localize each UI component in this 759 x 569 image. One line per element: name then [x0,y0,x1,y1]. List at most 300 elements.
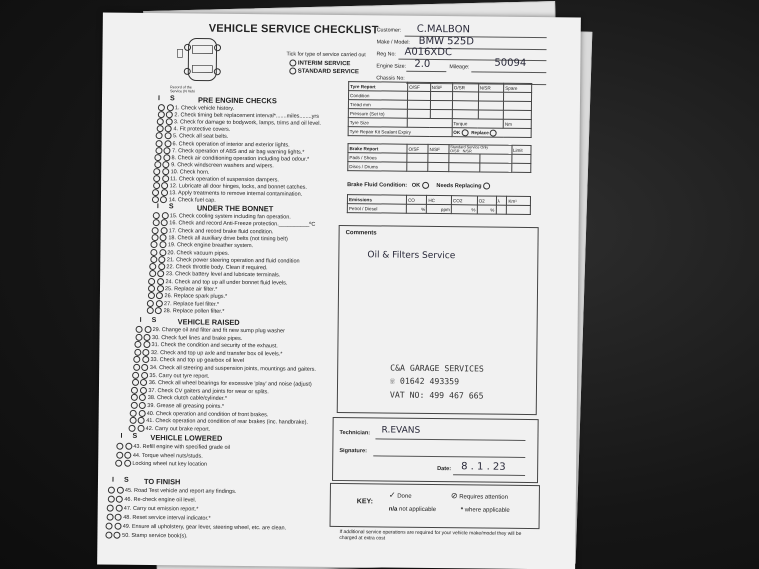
brake-cell[interactable] [428,162,449,171]
checklist-item[interactable] [105,532,188,541]
standard-check-circle[interactable] [115,505,122,512]
standard-check-circle[interactable] [139,394,146,401]
tyre-cell[interactable] [503,110,531,119]
brake-fluid-replace: Needs Replacing [436,182,482,190]
tyre-cell[interactable] [478,92,504,101]
standard-check-circle[interactable] [143,341,150,348]
interim-check-circle[interactable] [106,514,113,521]
standard-check-circle[interactable] [140,387,147,394]
interim-check-circle[interactable] [108,487,115,494]
standard-check-circle[interactable] [114,523,121,530]
checklist-item-label: 23. Check battery level and lubricate terminals. [165,271,281,279]
checklist-item-label: 47. Carry out emission report.* [123,505,199,513]
standard-check-circle[interactable] [159,249,166,256]
checklist-item-label: 21. Check power steering operation and fluid condition [166,256,300,265]
standard-check-circle[interactable] [161,212,168,219]
interim-check-circle[interactable] [154,168,161,175]
checklist-item-label: 42. Carry out brake report. [145,425,211,433]
standard-check-circle[interactable] [142,349,149,356]
standard-check-circle[interactable] [137,425,144,432]
standard-option[interactable] [289,67,359,75]
key-na-symbol: n/a [388,506,398,513]
brake-cell[interactable] [480,154,511,163]
interim-check-circle[interactable] [151,234,158,241]
brake-std-header: Standard Service Only [450,145,489,150]
section-to-finish: TO FINISH [143,476,181,487]
key-box [330,483,540,529]
comments-box[interactable] [337,225,539,415]
checklist-item-label: 25. Replace air filter.* [164,286,218,293]
brake-col: N/SF [428,144,449,153]
checklist-item[interactable] [147,307,225,316]
interim-check-circle[interactable] [149,270,156,277]
interim-check-circle[interactable] [135,334,142,341]
checklist-item-label: 31. Check the condition and security of the exhaust. [151,342,278,350]
interim-check-circle[interactable] [153,212,160,219]
section-vehicle-raised: VEHICLE RAISED [177,317,240,327]
interim-check-circle[interactable] [152,189,159,196]
checklist-item-label: 39. Grease all greasing points.* [147,402,225,410]
checklist-item[interactable] [107,496,196,505]
interim-check-circle[interactable] [105,532,112,539]
emission-col: O2 [477,196,496,205]
interim-check-circle[interactable] [106,523,113,530]
brake-cell[interactable] [511,154,531,163]
col-s-finish: S [123,476,129,484]
checklist-item-label: 50. Stamp service book(s). [122,532,188,540]
emission-col: λ [496,196,507,205]
checklist-item-label: 29. Change oil and filter and fit new sump plug washer [152,327,285,335]
key-attention [451,491,508,501]
tyre-cell[interactable] [430,109,452,118]
interim-check-circle[interactable] [107,496,114,503]
standard-radio[interactable] [289,67,296,74]
checklist-item-label: 38. Check clutch cable/cylinder.* [147,395,228,403]
garage-stamp-name: C&A GARAGE SERVICES [390,362,484,374]
interim-check-circle[interactable] [134,349,141,356]
standard-check-circle[interactable] [116,487,123,494]
section-vehicle-lowered: VEHICLE LOWERED [150,433,223,443]
checklist-item-label: 19. Check engine breather system. [167,242,254,250]
customer-label: Customer: [376,27,402,34]
standard-check-circle[interactable] [163,161,170,168]
interim-check-circle[interactable] [129,425,136,432]
col-s-pre: S [169,95,175,103]
footer-note: If additional service operations are required for your vehicle make/model they will be charged at extra cost [339,530,522,542]
checklist-item-label: 37. Check CV gaiters and joints for wear or splits. [148,387,269,396]
checklist-item-label: 26. Replace spark plugs.* [164,293,228,301]
interim-check-circle[interactable] [129,417,136,424]
emission-col: CO2 [451,196,477,205]
checklist-item-label: 49. Ensure all upholstery, gear lever, steering wheel, etc. are clean. [122,523,287,532]
interim-check-circle[interactable] [133,356,140,363]
standard-check-circle[interactable] [138,410,145,417]
standard-check-circle[interactable] [161,182,168,189]
checklist-item-label: 11. Check operation of suspension dampers. [170,176,279,184]
emission-col: CO [406,195,426,204]
col-s-bonnet: S [168,203,174,211]
engine-value[interactable]: 2.0 [414,58,431,70]
standard-check-circle[interactable] [114,532,121,539]
interim-check-circle[interactable] [147,300,154,307]
tyre-col: N/SF [430,82,452,91]
standard-check-circle[interactable] [141,372,148,379]
standard-check-circle[interactable] [162,168,169,175]
checklist-item-label: 28. Replace pollen filter.* [163,308,225,315]
key-done [389,491,412,500]
standard-check-circle[interactable] [160,234,167,241]
checklist-item-label: 12. Lubricate all door hinges, locks, and bonnet catches. [169,183,308,191]
standard-check-circle[interactable] [158,263,165,270]
brake-row-label: Discs / Drums [348,162,407,172]
brake-row-label: Pads / Shoes [348,153,407,163]
standard-check-circle[interactable] [161,189,168,196]
interim-check-circle[interactable] [157,111,164,118]
tyre-col: Spare [504,83,532,92]
interim-check-circle[interactable] [116,451,123,458]
interim-check-circle[interactable] [148,278,155,285]
interim-check-circle[interactable] [130,409,137,416]
col-i-pre: I [157,95,160,103]
emission-cell[interactable] [496,205,507,214]
checklist-item-label: 7. Check operation of ABS and air bag warning lights.* [172,147,305,156]
key-na [389,507,436,513]
checklist-item-label: 24. Check and top up all under bonnet fluid levels. [165,278,288,287]
sealant-ok-radio[interactable] [461,129,468,136]
checklist-item[interactable] [106,514,211,523]
col-i-finish: I [111,476,114,484]
checklist-item-label: 17. Check and record brake fluid condition. [168,227,274,235]
attention-icon: ⊘ [450,491,458,501]
checklist-item[interactable] [115,460,207,469]
diagram-caption: Record of the Service (N Vehi [170,85,195,94]
standard-check-circle[interactable] [138,417,145,424]
checklist-item-label: 33. Check and top up gearbox oil level [150,357,245,365]
reg-value[interactable]: A016XDC [404,46,453,59]
checklist-item-label: 9. Check windscreen washers and wipers. [171,162,274,170]
comments-label: Comments [345,230,377,237]
make-value[interactable]: BMW 525D [418,35,475,48]
interim-check-circle[interactable] [134,341,141,348]
done-icon: ✓ [388,490,396,500]
interim-radio[interactable] [289,59,296,66]
date-label: Date: [437,466,452,473]
standard-check-circle[interactable] [163,154,170,161]
tyre-col: O/SR [452,83,478,92]
comments-text[interactable]: Oil & Filters Service [367,250,456,262]
brake-report-table [347,143,531,173]
standard-check-circle[interactable] [140,379,147,386]
checklist-item-label: 5. Check all seat belts. [172,133,229,141]
interim-check-circle[interactable] [107,505,114,512]
key-star-symbol: * [460,507,464,514]
standard-check-circle[interactable] [160,227,167,234]
standard-check-circle[interactable] [160,196,167,203]
interim-check-circle[interactable] [156,133,163,140]
standard-check-circle[interactable] [116,496,123,503]
standard-label: STANDARD SERVICE [297,68,359,76]
mileage-line [471,71,546,73]
sealant-ok: OK [453,129,461,135]
interim-check-circle[interactable] [156,125,163,132]
engine-label: Engine Size: [376,63,407,70]
checklist-item-label: 15. Check cooling system including fan operation. [169,213,291,221]
tyre-cell[interactable] [452,92,478,101]
emissions-header: Emissions [347,195,406,205]
checklist-item-label: 48. Reset service interval indicator.* [123,514,211,522]
standard-check-circle[interactable] [164,140,171,147]
tyre-cell[interactable] [430,100,452,109]
interim-check-circle[interactable] [153,182,160,189]
checklist-item-label: 45. Road Test vehicle and report any findings. [124,487,237,495]
brake-cell[interactable] [511,163,531,172]
signature-label: Signature: [339,448,368,455]
interim-option[interactable] [289,59,350,67]
checklist-item-label: 14. Check fuel cap. [168,197,216,205]
brake-cell[interactable] [448,163,479,172]
garage-stamp-vat: VAT NO: 499 467 665 [389,389,484,401]
signature-line[interactable] [373,455,525,458]
emission-cell[interactable] [507,205,531,214]
emissions-table [347,194,531,215]
interim-check-circle[interactable] [150,256,157,263]
brake-cell[interactable] [407,153,428,162]
emission-col: HC [427,195,452,204]
emission-col: Km¹ [507,196,531,205]
chassis-label: Chassis No: [376,75,405,82]
checklist-item-label: 35. Carry out tyre report. [149,372,210,380]
interim-check-circle[interactable] [136,326,143,333]
engine-line [406,71,446,72]
checklist-item[interactable] [107,505,199,514]
standard-check-circle[interactable] [166,111,173,118]
standard-check-circle[interactable] [164,147,171,154]
checklist-item-label: Locking wheel nut key location [132,461,208,468]
tyre-row-label: Condition [349,91,408,101]
col-i-lowered: I [120,432,123,440]
interim-check-circle[interactable] [150,249,157,256]
tyre-report-table [348,81,533,138]
interim-check-circle[interactable] [155,147,162,154]
checklist-item-label: 46. Re-check engine oil level. [124,496,197,504]
brake-std-col: N/SR [462,149,472,154]
interim-check-circle[interactable] [131,387,138,394]
standard-check-circle[interactable] [156,292,163,299]
brake-fluid-row [347,181,492,190]
checklist-item-label: 16. Check and record Anti-Freeze protection.__________ºC [169,220,316,229]
standard-check-circle[interactable] [125,443,132,450]
standard-check-circle[interactable] [139,402,146,409]
checklist-item-label: 36. Check all wheel bearings for excessive 'play' and noise (adjust) [148,380,312,388]
checklist-item-label: 18. Check all auxiliary drive belts (not timing belt) [168,235,288,243]
technician-line [375,438,525,441]
tyre-cell[interactable] [407,109,430,118]
brake-cell[interactable] [407,162,428,171]
standard-check-circle[interactable] [165,118,172,125]
standard-check-circle[interactable] [162,175,169,182]
interim-check-circle[interactable] [131,394,138,401]
checklist-item[interactable] [108,487,237,496]
checklist-item-label: 20. Check vacuum pipes. [167,249,230,257]
emission-unit[interactable]: % [477,205,496,214]
interim-check-circle[interactable] [153,175,160,182]
interim-check-circle[interactable] [148,285,155,292]
standard-check-circle[interactable] [161,219,168,226]
tyre-col: N/SR [478,83,504,92]
tyre-header: Tyre Report [349,82,408,92]
tyre-cell[interactable] [407,100,430,109]
make-label: Make / Model: [376,39,410,46]
standard-check-circle[interactable] [164,133,171,140]
standard-check-circle[interactable] [156,300,163,307]
standard-check-circle[interactable] [155,307,162,314]
checklist-item-label: 2. Check timing belt replacement interval*.......miles........yrs [174,112,320,120]
technician-label: Technician: [339,430,371,437]
checklist-item-label: 6. Check operation of interior and exterior lights. [172,140,290,148]
checklist-item-label: 34. Check all steering and suspension joints, mountings and gaiters. [149,365,316,373]
emissions-row-label: Petrol / Diesel [347,204,406,214]
tyre-row-label: Tread mm [348,100,407,110]
brake-fluid-label: Brake Fluid Condition: [347,182,408,189]
brake-cell[interactable] [449,154,480,163]
interim-check-circle[interactable] [152,227,159,234]
interim-check-circle[interactable] [158,104,165,111]
interim-check-circle[interactable] [132,379,139,386]
sealant-replace-radio[interactable] [490,129,497,136]
garage-stamp-phone: ☏ 01642 493359 [390,375,460,387]
interim-check-circle[interactable] [156,140,163,147]
checklist-item-label: 44. Torque wheel nuts/studs. [132,452,203,460]
standard-check-circle[interactable] [165,126,172,133]
brake-std-col: O/SR [450,149,460,154]
interim-check-circle[interactable] [154,161,161,168]
reg-label: Reg No: [376,51,396,58]
interim-check-circle[interactable] [130,402,137,409]
key-applicable-label: where applicable [464,507,510,514]
interim-check-circle[interactable] [116,443,123,450]
tyre-size-cell[interactable] [407,118,452,127]
checklist-item-label: 10. Check horn. [170,169,210,176]
date-line [453,474,525,476]
checklist-item[interactable] [129,425,211,434]
interim-check-circle[interactable] [157,118,164,125]
key-attention-label: Requires attention [459,494,508,501]
tyre-cell[interactable] [503,101,531,110]
brake-fluid-replace-radio[interactable] [483,183,490,190]
standard-check-circle[interactable] [157,278,164,285]
emission-unit[interactable]: ppm [427,204,452,213]
checklist-item-label: 41. Check operation and condition of rear brakes (inc. handbrake). [146,418,308,426]
tyre-cell[interactable] [478,110,504,119]
standard-check-circle[interactable] [158,256,165,263]
customer-value[interactable]: C.MALBON [416,23,471,36]
col-i-bonnet: I [156,203,159,211]
sealant-label: Tyre Repair Kit Sealant Expiry [348,127,452,137]
checklist-item-label: 22. Check throttle body. Clean if required. [166,264,268,272]
interim-check-circle[interactable] [133,364,140,371]
col-s-lowered: S [132,432,138,440]
form-title: VEHICLE SERVICE CHECKLIST [208,22,379,37]
mileage-label: Mileage: [449,64,470,71]
checklist-item[interactable] [116,451,203,460]
checklist-item-label: 27. Replace fuel filter.* [164,300,220,308]
standard-check-circle[interactable] [124,451,131,458]
standard-check-circle[interactable] [159,241,166,248]
interim-check-circle[interactable] [152,219,159,226]
interim-check-circle[interactable] [149,263,156,270]
col-s-raised: S [151,317,157,325]
checklist-item-label: 1. Check vehicle history. [174,105,235,112]
standard-check-circle[interactable] [156,285,163,292]
tyre-row-label: Pressure (Set to) [348,109,407,119]
checklist-item-label: 40. Check operation and condition of front brakes. [146,410,269,418]
checklist-item-label: 32. Check and top up axle and transfer box oil levels.* [150,349,283,358]
date-value[interactable]: 8 . 1 . 23 [461,461,506,473]
interim-check-circle[interactable] [151,241,158,248]
car-diagram-icon [174,35,231,86]
key-label: KEY: [356,498,374,506]
standard-check-circle[interactable] [144,326,151,333]
checklist-item-label: 3. Check for damage to bodywork, lamps, trims and oil level. [173,119,322,127]
standard-check-circle[interactable] [141,364,148,371]
tyre-cell[interactable] [452,110,478,119]
tyre-row-label: Tyre Size [348,118,407,128]
section-pre-engine: PRE ENGINE CHECKS [197,95,277,106]
sealant-replace: Replace [471,129,489,135]
interim-check-circle[interactable] [132,371,139,378]
brake-fluid-ok: OK [411,182,421,189]
interim-check-circle[interactable] [115,460,122,467]
standard-check-circle[interactable] [142,356,149,363]
tyre-col: O/SF [408,82,431,91]
brake-limit: Limit [511,145,531,154]
standard-check-circle[interactable] [157,271,164,278]
tyre-cell[interactable] [452,101,478,110]
section-under-bonnet: UNDER THE BONNET [196,203,274,214]
interim-check-circle[interactable] [147,292,154,299]
emission-unit[interactable]: % [406,204,426,213]
col-i-raised: I [139,316,142,324]
brake-cell[interactable] [480,163,511,172]
checklist-item-label: 43. Refill engine with specified grade oil [133,443,231,451]
checklist-item-label: 4. Fit protective covers. [173,126,231,134]
tyre-cell[interactable] [408,91,431,100]
key-applicable [461,507,510,514]
standard-check-circle[interactable] [115,514,122,521]
checklist-item-label: 30. Check fuel lines and brake pipes. [152,334,243,342]
brake-fluid-ok-radio[interactable] [422,182,429,189]
tyre-cell[interactable] [504,92,532,101]
standard-check-circle[interactable] [124,460,131,467]
mileage-value[interactable]: 50094 [494,57,527,69]
tyre-cell[interactable] [478,101,504,110]
standard-check-circle[interactable] [144,334,151,341]
tyre-cell[interactable] [430,91,452,100]
interim-check-circle[interactable] [155,154,162,161]
tick-note: Tick for type of service carried out [286,51,366,59]
interim-check-circle[interactable] [147,307,154,314]
brake-header: Brake Report [348,144,407,154]
checklist-sheet [97,13,581,569]
technician-value[interactable]: R.EVANS [381,425,421,436]
torque-label: Torque [453,120,468,126]
key-done-label: Done [397,493,412,500]
standard-check-circle[interactable] [166,104,173,111]
emission-unit[interactable]: % [451,205,477,214]
signoff-box [332,417,539,483]
nm-label: Nm [504,121,513,127]
brake-cell[interactable] [428,153,449,162]
